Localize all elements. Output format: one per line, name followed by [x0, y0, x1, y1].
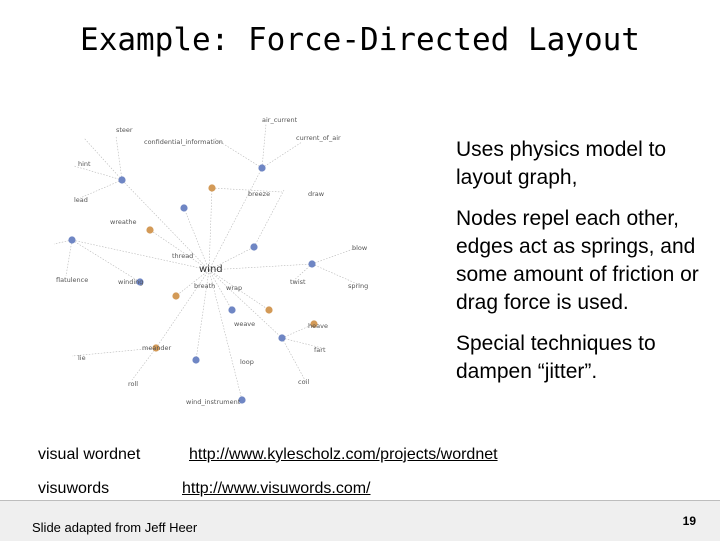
- link-visuwords[interactable]: http://www.visuwords.com/: [182, 480, 371, 497]
- graph-node: [258, 164, 265, 171]
- graph-node: [265, 306, 272, 313]
- graph-label: roll: [128, 380, 139, 388]
- graph-label: draw: [308, 190, 325, 198]
- graph-label: flatulence: [56, 276, 89, 284]
- graph-label: breath: [194, 282, 216, 290]
- graph-node: [172, 292, 179, 299]
- graph-node: [118, 176, 125, 183]
- graph-label: air_current: [262, 116, 298, 124]
- link-visual-wordnet[interactable]: http://www.kylescholz.com/projects/wordnet: [189, 446, 498, 463]
- bullet-item: Uses physics model to layout graph,: [456, 138, 667, 189]
- bullet-list: [456, 136, 706, 399]
- graph-label: current_of_air: [296, 134, 341, 142]
- graph-node: [308, 260, 315, 267]
- graph-label-center: wind: [199, 264, 223, 275]
- link-label-visuwords: visuwords: [38, 480, 110, 497]
- graph-node: [68, 236, 75, 243]
- graph-label: lead: [74, 196, 88, 204]
- graph-nodes: [68, 164, 317, 403]
- graph-node: [208, 184, 215, 191]
- graph-label: coil: [298, 378, 310, 386]
- graph-label: wreathe: [110, 218, 137, 226]
- graph-node: [180, 204, 187, 211]
- slide-number: 19: [682, 514, 696, 528]
- graph-label: hint: [78, 160, 91, 168]
- graph-label: meander: [142, 344, 172, 352]
- graph-label: lie: [78, 354, 86, 362]
- graph-node: [278, 334, 285, 341]
- graph-node: [192, 356, 199, 363]
- graph-label: spring: [348, 282, 369, 290]
- footer-credit: Slide adapted from Jeff Heer: [32, 520, 198, 535]
- graph-label: confidential_information: [144, 138, 223, 146]
- force-directed-graph: [44, 110, 388, 418]
- graph-label: wrap: [226, 284, 243, 292]
- graph-labels: [56, 116, 368, 406]
- graph-label: breeze: [248, 190, 271, 198]
- graph-label: thread: [172, 252, 194, 260]
- graph-label: weave: [234, 320, 256, 328]
- graph-label: steer: [116, 126, 133, 134]
- graph-label: fart: [314, 346, 326, 354]
- graph-label: wind_instrument: [186, 398, 241, 406]
- graph-node: [228, 306, 235, 313]
- bullet-item: Special techniques to dampen “jitter”.: [456, 332, 656, 383]
- graph-label: loop: [240, 358, 254, 366]
- graph-label: heave: [308, 322, 328, 330]
- graph-label: winding: [118, 278, 144, 286]
- graph-node: [146, 226, 153, 233]
- graph-label: twist: [290, 278, 306, 286]
- link-label-visual-wordnet: visual wordnet: [38, 446, 141, 463]
- graph-edges: [54, 124, 362, 400]
- graph-node: [250, 243, 257, 250]
- slide-title: Example: Force-Directed Layout: [80, 22, 640, 58]
- bullet-item: Nodes repel each other, edges act as springs, and some amount of friction or drag force is used.: [456, 207, 699, 314]
- graph-label: blow: [352, 244, 368, 252]
